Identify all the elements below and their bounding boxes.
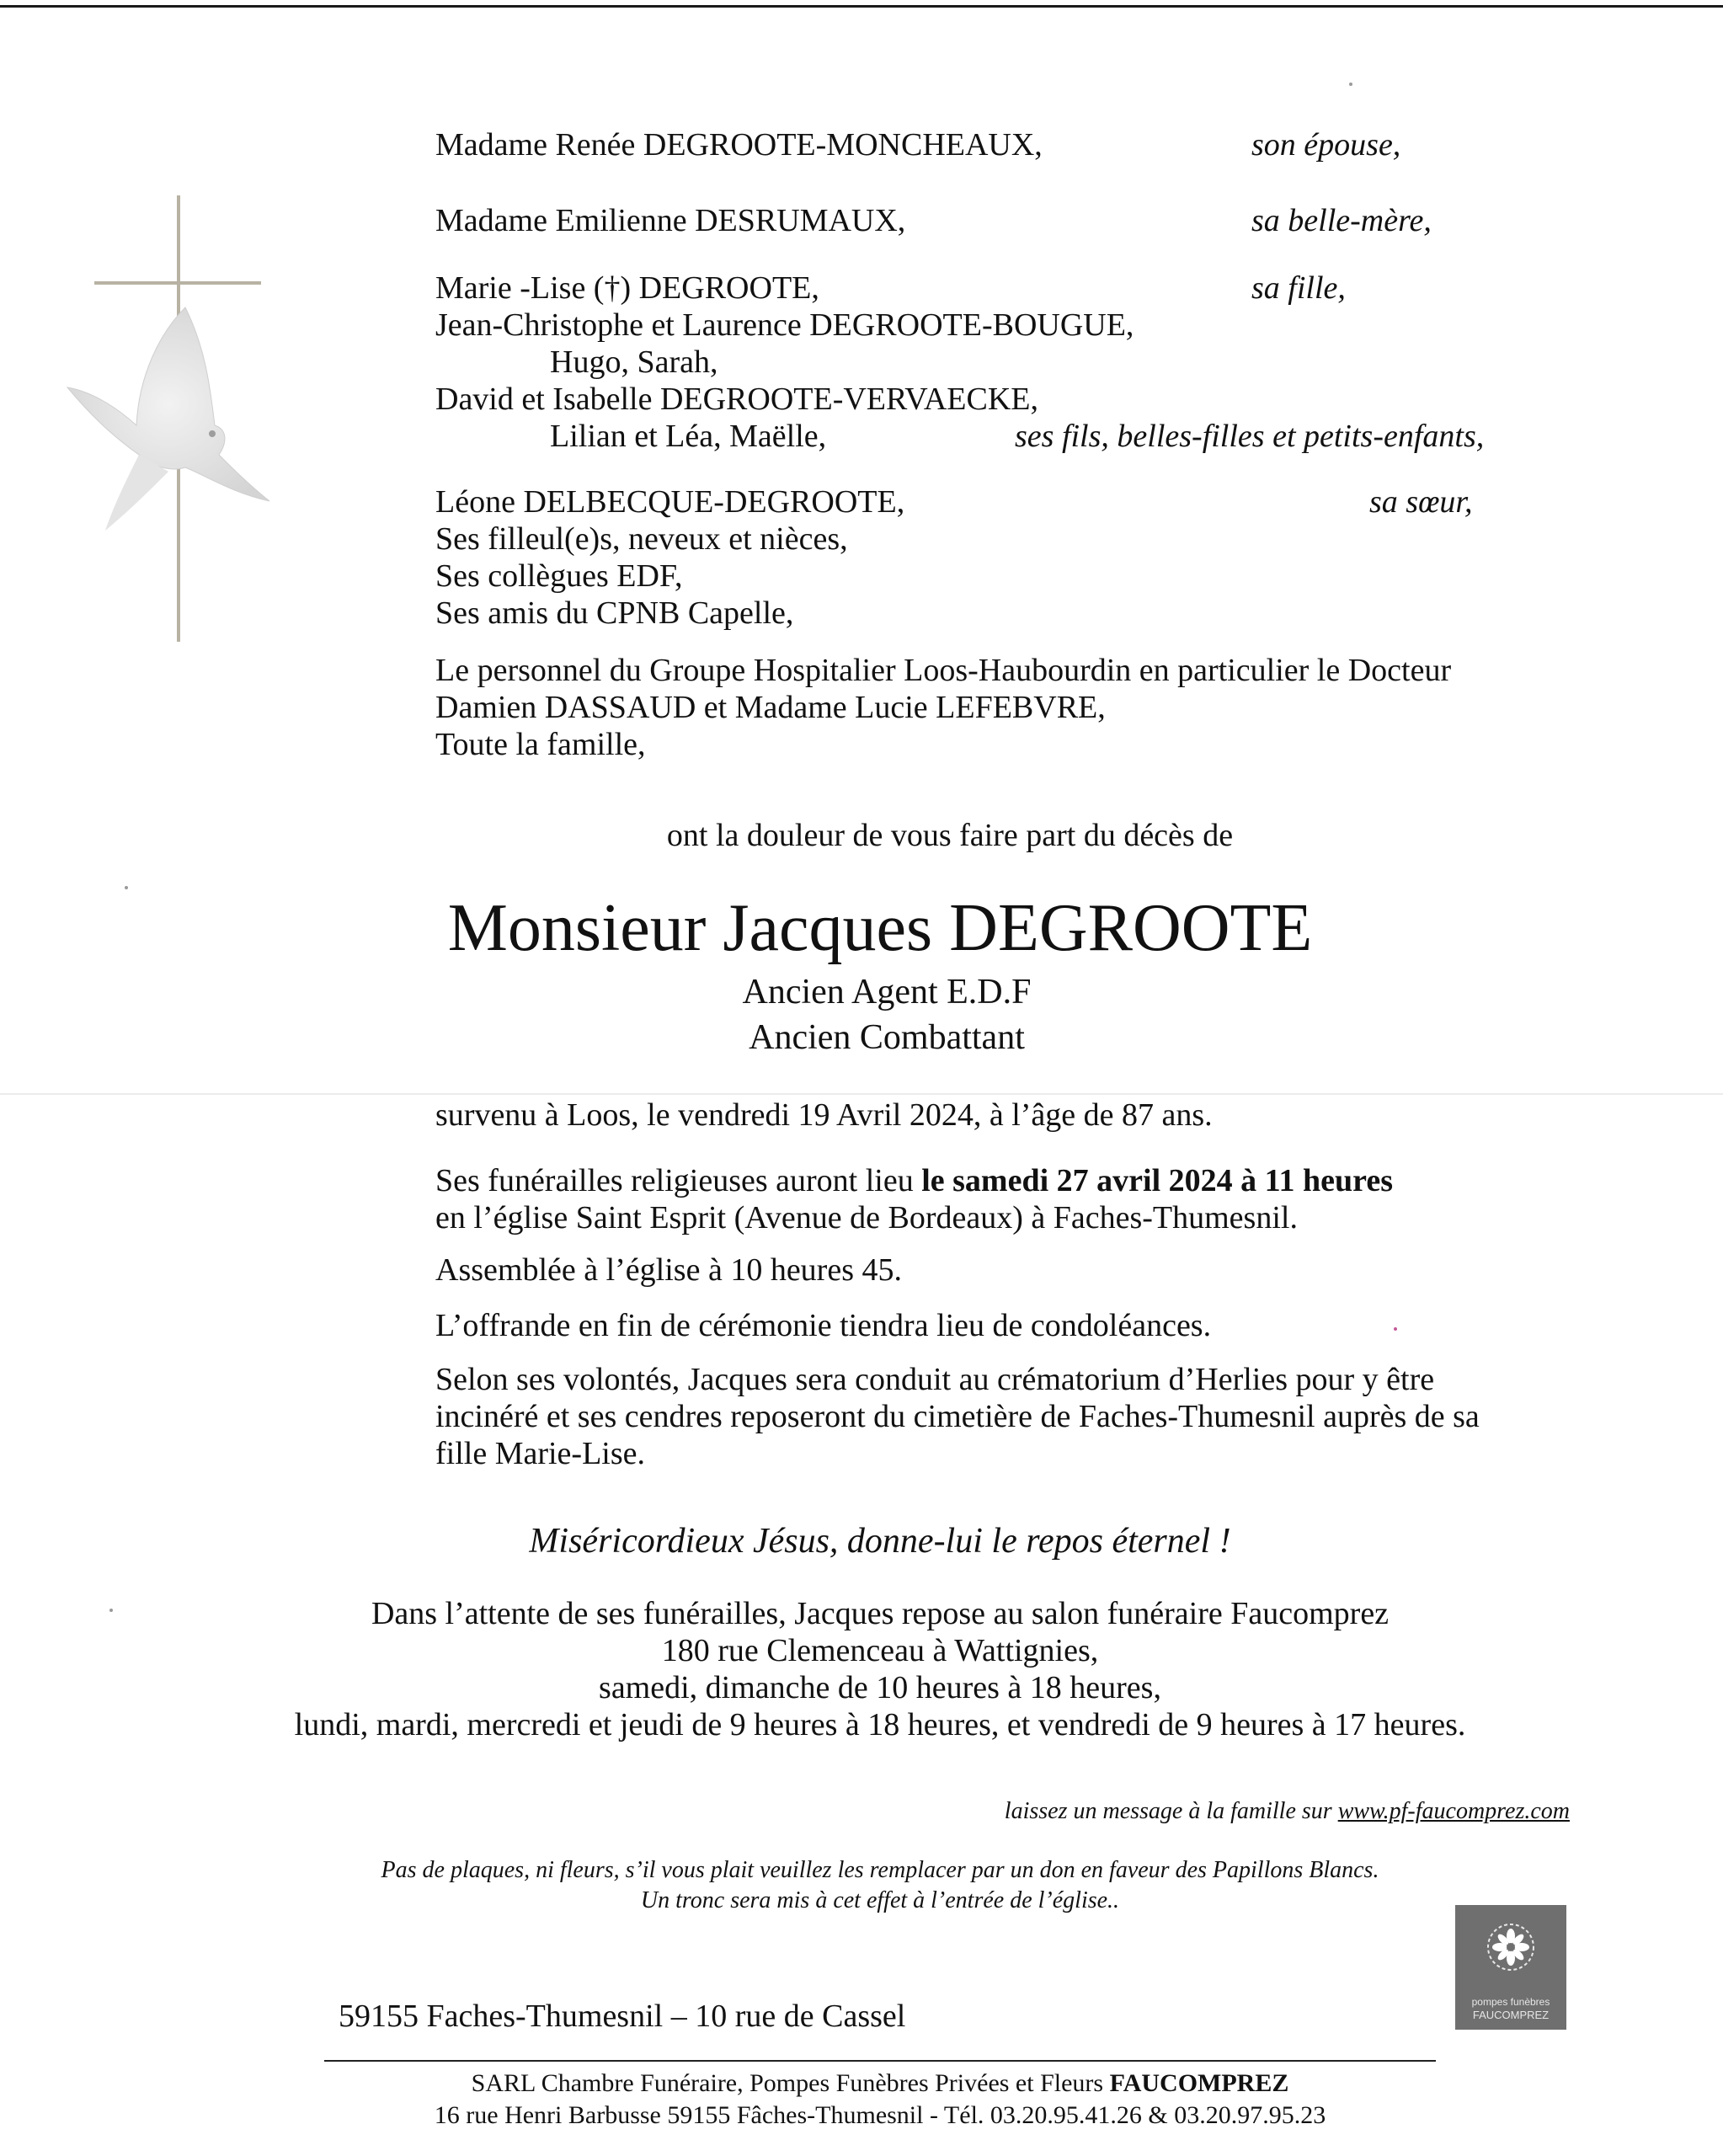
family-role-mother-in-law: sa belle-mère, xyxy=(1251,203,1432,238)
address-text: 59155 Faches-Thumesnil – 10 rue de Cassel xyxy=(339,1999,906,2034)
announcement-text: ont la douleur de vous faire part du décès de xyxy=(666,818,1234,853)
deceased-title-1: Ancien Agent E.D.F xyxy=(742,973,1032,1011)
message-line xyxy=(1005,1797,1570,1826)
scan-speck xyxy=(1394,1327,1397,1331)
flowers-line-1: Pas de plaques, ni fleurs, s’il vous plait veuillez les remplacer par un don en faveur des Papillons Blancs. xyxy=(381,1857,1379,1883)
cross-horizontal-bar xyxy=(94,281,261,285)
deceased-title-2: Ancien Combattant xyxy=(749,1018,1025,1057)
family-line-sister: Léone DELBECQUE-DEGROOTE, xyxy=(435,484,905,520)
funeral-date: le samedi 27 avril 2024 à 11 heures xyxy=(921,1163,1393,1198)
family-line-friends: Ses amis du CPNB Capelle, xyxy=(435,595,794,631)
family-line-grandchildren-2: Lilian et Léa, Maëlle, xyxy=(550,419,827,454)
family-line-grandchildren-1: Hugo, Sarah, xyxy=(550,344,718,380)
viewing-line-3: samedi, dimanche de 10 heures à 18 heures, xyxy=(599,1670,1161,1705)
viewing-line-4: lundi, mardi, mercredi et jeudi de 9 heures à 18 heures, et vendredi de 9 heures à 17 heures. xyxy=(294,1707,1466,1742)
flower-emblem-icon xyxy=(1486,1922,1536,1972)
prayer-text: Miséricordieux Jésus, donne-lui le repos éternel ! xyxy=(529,1522,1231,1561)
logo-brand: FAUCOMPREZ xyxy=(1472,2009,1550,2021)
family-line-hospital-staff: Le personnel du Groupe Hospitalier Loos-Haubourdin en particulier le Docteur xyxy=(435,653,1452,688)
scan-speck xyxy=(125,886,128,889)
dove-icon xyxy=(59,299,278,535)
funeral-line-1 xyxy=(435,1162,1393,1199)
scan-speck xyxy=(109,1609,113,1612)
viewing-line-1: Dans l’attente de ses funérailles, Jacques repose au salon funéraire Faucomprez xyxy=(371,1596,1390,1631)
scan-fold-line xyxy=(0,1093,1723,1095)
family-role-spouse: son épouse, xyxy=(1251,127,1401,163)
family-line-son-1: Jean-Christophe et Laurence DEGROOTE-BOUGUE, xyxy=(435,307,1134,343)
family-role-sister: sa sœur, xyxy=(1369,484,1473,520)
death-details: survenu à Loos, le vendredi 19 Avril 2024, à l’âge de 87 ans. xyxy=(435,1097,1213,1133)
wishes-line-2: incinéré et ses cendres reposeront du cimetière de Faches-Thumesnil auprès de sa xyxy=(435,1399,1480,1434)
family-line-spouse: Madame Renée DEGROOTE-MONCHEAUX, xyxy=(435,127,1043,163)
assembly-text: Assemblée à l’église à 10 heures 45. xyxy=(435,1252,902,1288)
family-line-doctor: Damien DASSAUD et Madame Lucie LEFEBVRE, xyxy=(435,690,1106,725)
family-line-whole-family: Toute la famille, xyxy=(435,727,646,762)
funeral-line-2: en l’église Saint Esprit (Avenue de Bordeaux) à Faches-Thumesnil. xyxy=(435,1200,1298,1235)
footer-line-1 xyxy=(324,2068,1436,2099)
wishes-line-1: Selon ses volontés, Jacques sera conduit au crématorium d’Herlies pour y être xyxy=(435,1362,1435,1397)
family-line-godchildren: Ses filleul(e)s, neveux et nièces, xyxy=(435,521,848,557)
family-line-mother-in-law: Madame Emilienne DESRUMAUX, xyxy=(435,203,906,238)
website-link[interactable]: www.pf-faucomprez.com xyxy=(1337,1798,1570,1824)
offering-text: L’offrande en fin de cérémonie tiendra lieu de condoléances. xyxy=(435,1308,1212,1343)
family-line-colleagues: Ses collègues EDF, xyxy=(435,558,683,594)
funeral-home-logo xyxy=(1455,1905,1566,2030)
wishes-line-3: fille Marie-Lise. xyxy=(435,1436,646,1471)
scan-speck xyxy=(1349,83,1352,86)
top-border-line xyxy=(0,5,1723,8)
logo-subtitle: pompes funèbres xyxy=(1471,1996,1550,2008)
flowers-line-2: Un tronc sera mis à cet effet à l’entrée de l’église.. xyxy=(640,1887,1120,1913)
family-line-daughter: Marie -Lise (†) DEGROOTE, xyxy=(435,270,819,306)
footer-divider xyxy=(324,2060,1436,2062)
message-text: laissez un message à la famille sur xyxy=(1004,1798,1338,1824)
family-role-children: ses fils, belles-filles et petits-enfants, xyxy=(1015,419,1485,454)
funeral-text: Ses funérailles religieuses auront lieu xyxy=(435,1163,922,1198)
deceased-name: Monsieur Jacques DEGROOTE xyxy=(447,891,1313,965)
family-line-son-2: David et Isabelle DEGROOTE-VERVAECKE, xyxy=(435,382,1039,417)
footer-line-2: 16 rue Henri Barbusse 59155 Fâches-Thumesnil - Tél. 03.20.95.41.26 & 03.20.97.95.23 xyxy=(434,2101,1326,2129)
footer-company-name: FAUCOMPREZ xyxy=(1109,2069,1289,2097)
family-role-daughter: sa fille, xyxy=(1251,270,1346,306)
footer-company-text: SARL Chambre Funéraire, Pompes Funèbres Privées et Fleurs xyxy=(471,2069,1110,2097)
viewing-line-2: 180 rue Clemenceau à Wattignies, xyxy=(661,1633,1099,1668)
